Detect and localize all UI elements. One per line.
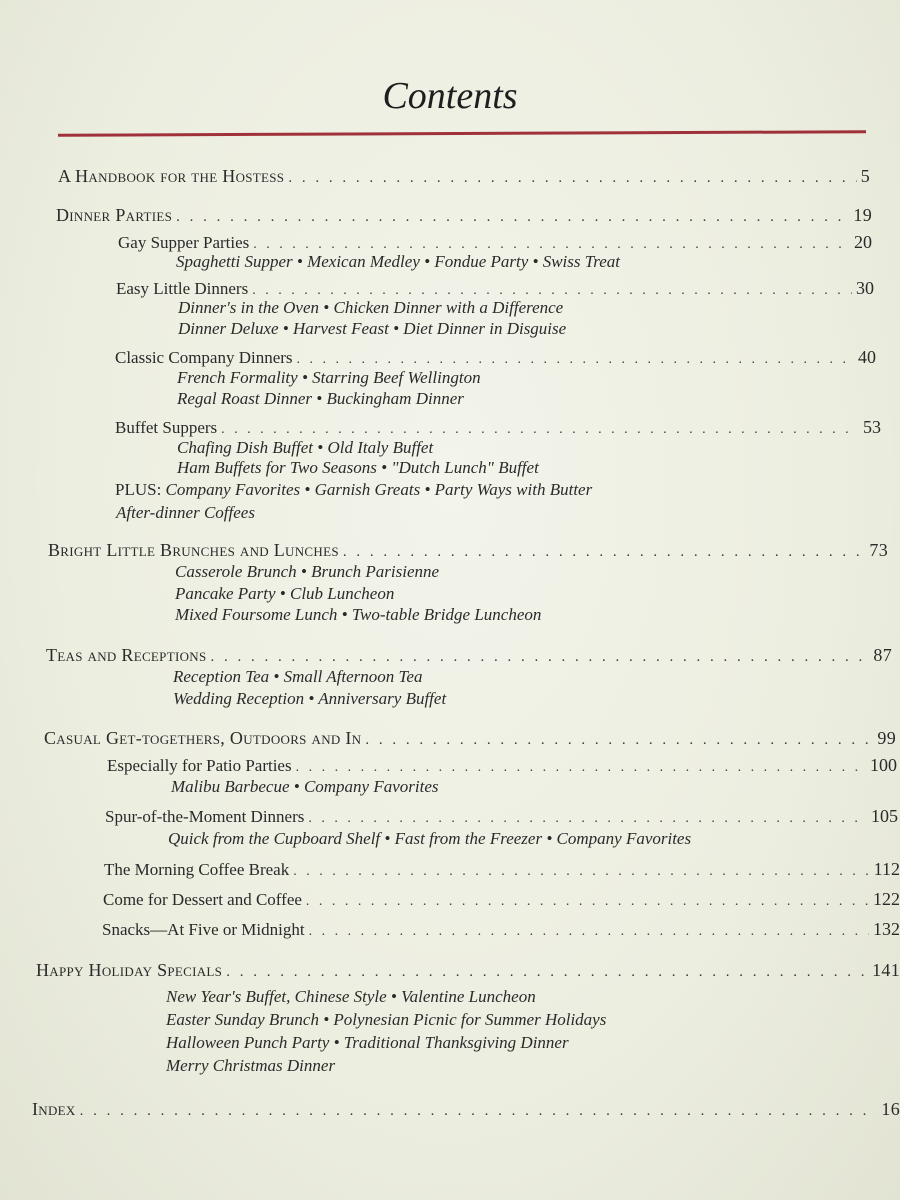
toc-page: 53 — [863, 417, 881, 437]
toc-entry-snacks[interactable] — [102, 919, 900, 940]
toc-subitems: Pancake Party • Club Luncheon — [175, 584, 395, 603]
toc-subitems: New Year's Buffet, Chinese Style • Valentine Luncheon — [166, 987, 536, 1006]
toc-label: Easy Little Dinners — [116, 279, 249, 298]
toc-subitems: Reception Tea • Small Afternoon Tea — [173, 667, 423, 686]
toc-page: 105 — [871, 806, 898, 826]
toc-entry-buffet-suppers[interactable] — [115, 417, 881, 438]
toc-label: The Morning Coffee Break — [104, 860, 290, 879]
toc-page: 20 — [854, 232, 872, 252]
toc-subitems: Wedding Reception • Anniversary Buffet — [173, 689, 447, 708]
leader-dots — [252, 283, 852, 299]
toc-subitems: Malibu Barbecue • Company Favorites — [171, 777, 439, 796]
toc-subitems: Chafing Dish Buffet • Old Italy Buffet — [177, 438, 434, 457]
toc-label: Gay Supper Parties — [118, 233, 250, 252]
page-title: Contents — [382, 75, 518, 117]
toc-entry-holiday[interactable] — [36, 960, 900, 981]
toc-subitems: Spaghetti Supper • Mexican Medley • Fondue Party • Swiss Treat — [176, 252, 621, 271]
toc-subitems: Easter Sunday Brunch • Polynesian Picnic for Summer Holidays — [166, 1010, 607, 1029]
toc-subitems: After-dinner Coffees — [116, 503, 255, 522]
toc-label: Index — [32, 1099, 76, 1119]
leader-dots — [306, 894, 869, 910]
toc-page: 112 — [873, 859, 900, 879]
toc-page: 122 — [873, 889, 900, 909]
toc-page: 100 — [870, 755, 897, 775]
toc-label: Come for Dessert and Coffee — [103, 890, 302, 909]
leader-dots — [226, 964, 868, 981]
toc-page: 16 — [881, 1099, 900, 1119]
toc-entry-teas[interactable] — [46, 645, 892, 666]
leader-dots — [296, 760, 866, 776]
toc-label: Happy Holiday Specials — [36, 960, 223, 980]
toc-page: 30 — [856, 278, 874, 298]
leader-dots — [365, 732, 873, 749]
toc-label: Classic Company Dinners — [115, 348, 293, 367]
toc-subitems: Merry Christmas Dinner — [166, 1056, 336, 1075]
leader-dots — [297, 352, 854, 368]
toc-page: 19 — [853, 205, 872, 225]
plus-items: Company Favorites • Garnish Greats • Party Ways with Butter — [165, 480, 593, 499]
leader-dots — [221, 422, 859, 438]
toc-entry-gay-supper[interactable] — [118, 232, 872, 253]
toc-entry-index[interactable] — [32, 1099, 900, 1120]
plus-prefix: PLUS: — [115, 480, 166, 499]
toc-subitems: Casserole Brunch • Brunch Parisienne — [175, 562, 440, 581]
toc-plus-line — [115, 480, 592, 500]
leader-dots — [210, 649, 869, 666]
toc-subitems: Halloween Punch Party • Traditional Thanksgiving Dinner — [166, 1033, 569, 1052]
leader-dots — [293, 864, 869, 880]
toc-entry-patio[interactable] — [107, 755, 897, 776]
toc-subitems: Quick from the Cupboard Shelf • Fast from the Freezer • Company Favorites — [168, 829, 692, 848]
toc-entry-brunches[interactable] — [48, 540, 888, 561]
toc-page: 99 — [877, 728, 896, 748]
toc-page: 5 — [860, 166, 870, 186]
toc-label: Casual Get-togethers, Outdoors and In — [44, 728, 362, 748]
leader-dots — [253, 237, 850, 253]
toc-page: 87 — [873, 645, 892, 665]
toc-page: 132 — [873, 919, 900, 939]
toc-label: Spur-of-the-Moment Dinners — [105, 807, 305, 826]
leader-dots — [80, 1103, 878, 1120]
toc-entry-easy-dinners[interactable] — [116, 278, 874, 299]
toc-subitems: Dinner's in the Oven • Chicken Dinner with a Difference — [178, 298, 564, 317]
toc-page: 73 — [869, 540, 888, 560]
toc-label: Snacks—At Five or Midnight — [102, 920, 305, 939]
toc-label: Bright Little Brunches and Lunches — [48, 540, 339, 560]
toc-entry-spur[interactable] — [105, 806, 898, 827]
toc-subitems: Ham Buffets for Two Seasons • "Dutch Lunch" Buffet — [177, 458, 539, 477]
toc-label: Teas and Receptions — [46, 645, 207, 665]
toc-subitems: Dinner Deluxe • Harvest Feast • Diet Dinner in Disguise — [178, 319, 567, 338]
toc-entry-casual[interactable] — [44, 728, 896, 749]
toc-page: 141 — [872, 960, 900, 980]
toc-label: Dinner Parties — [56, 205, 173, 225]
toc-entry-coffee-break[interactable] — [104, 859, 900, 880]
toc-subitems: Mixed Foursome Lunch • Two-table Bridge Luncheon — [175, 605, 542, 624]
toc-subitems: Regal Roast Dinner • Buckingham Dinner — [177, 389, 464, 408]
toc-entry-dessert[interactable] — [103, 889, 900, 910]
leader-dots — [176, 209, 849, 226]
toc-subitems: French Formality • Starring Beef Wellington — [177, 368, 481, 387]
toc-label: Buffet Suppers — [115, 418, 218, 437]
title-rule — [58, 130, 866, 137]
toc-entry-dinner-parties[interactable] — [56, 205, 872, 226]
toc-page: 40 — [858, 347, 876, 367]
toc-label: Especially for Patio Parties — [107, 756, 292, 775]
toc-entry-handbook[interactable] — [58, 166, 870, 187]
toc-label: A Handbook for the Hostess — [58, 166, 285, 186]
toc-entry-classic-dinners[interactable] — [115, 347, 876, 368]
leader-dots — [343, 544, 866, 561]
leader-dots — [308, 811, 867, 827]
leader-dots — [288, 170, 856, 187]
leader-dots — [309, 924, 869, 940]
